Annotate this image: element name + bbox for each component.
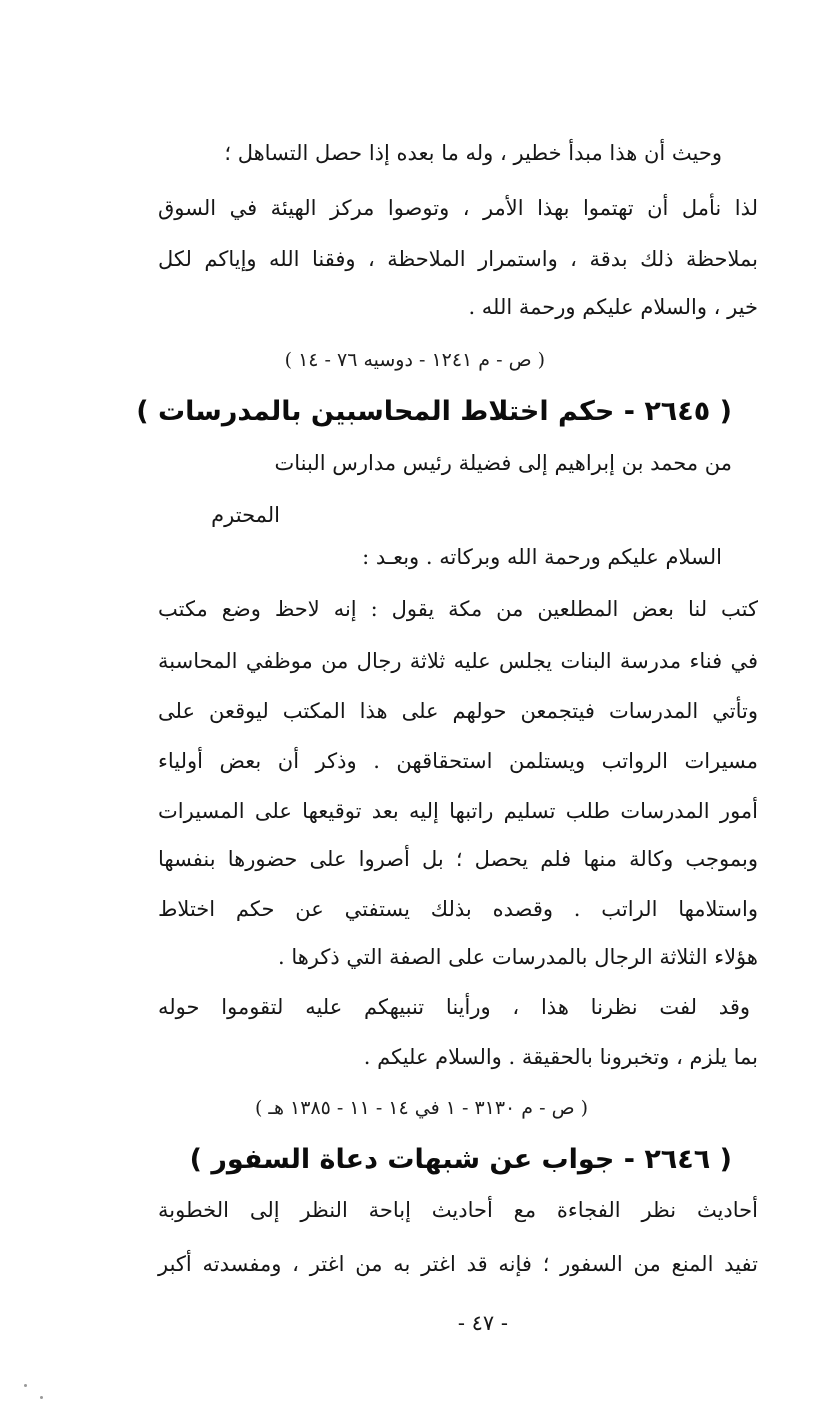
- body-line: خير ، والسلام عليكم ورحمة الله .: [468, 295, 758, 319]
- body-line: مسيرات الرواتب ويستلمن استحقاقهن . وذكر أن بعض أولياء: [158, 749, 758, 773]
- body-line: واستلامها الراتب . وقصده بذلك يستفتي عن حكم اختلاط: [158, 897, 758, 921]
- section-heading: ( ٢٦٤٥ - حكم اختلاط المحاسبين بالمدرسات ): [136, 396, 732, 427]
- body-line: لذا نأمل أن تهتموا بهذا الأمر ، وتوصوا مركز الهيئة في السوق: [158, 196, 758, 220]
- page-number: - ٤٧ -: [457, 1311, 508, 1335]
- addressee-line: من محمد بن إبراهيم إلى فضيلة رئيس مدارس البنات: [274, 451, 732, 475]
- body-line: وبموجب وكالة منها فلم يحصل ؛ بل أصروا على حضورها بنفسها: [158, 847, 758, 871]
- reference-note: ( ص - م ١٢٤١ - دوسيه ٧٦ - ١٤ ): [284, 349, 545, 371]
- body-line: بما يلزم ، وتخبرونا بالحقيقة . والسلام عليكم .: [363, 1045, 758, 1069]
- body-line: وتأتي المدرسات فيتجمعن حولهم على هذا المكتب ليوقعن على: [158, 699, 758, 723]
- reference-note: ( ص - م ٣١٣٠ - ١ في ١٤ - ١١ - ١٣٨٥ هـ ): [254, 1097, 588, 1119]
- body-line: بملاحظة ذلك بدقة ، واستمرار الملاحظة ، وفقنا الله وإياكم لكل: [158, 247, 758, 271]
- body-line: في فناء مدرسة البنات يجلس عليه ثلاثة رجال من موظفي المحاسبة: [158, 649, 758, 673]
- body-line: تفيد المنع من السفور ؛ فإنه قد اغتر به من اغتر ، ومفسدته أكبر: [158, 1252, 758, 1276]
- body-line: كتب لنا بعض المطلعين من مكة يقول : إنه لاحظ وضع مكتب: [158, 597, 758, 621]
- honorific-line: المحترم: [211, 503, 280, 527]
- body-line: هؤلاء الثلاثة الرجال بالمدرسات على الصفة التي ذكرها .: [277, 945, 758, 969]
- scan-speck: [24, 1384, 27, 1387]
- body-line: أحاديث نظر الفجاءة مع أحاديث إباحة النظر إلى الخطوبة: [158, 1198, 758, 1222]
- body-line: وقد لفت نظرنا هذا ، ورأينا تنبيهكم عليه لتقوموا حوله: [158, 995, 750, 1019]
- section-heading: ( ٢٦٤٦ - جواب عن شبهات دعاة السفور ): [189, 1144, 732, 1175]
- greeting-line: السلام عليكم ورحمة الله وبركاته . وبعـد :: [362, 545, 722, 569]
- scan-speck: [40, 1396, 43, 1399]
- body-line: أمور المدرسات طلب تسليم راتبها إليه بعد توقيعها على المسيرات: [158, 799, 758, 823]
- body-line: وحيث أن هذا مبدأ خطير ، وله ما بعده إذا حصل التساهل ؛: [224, 141, 722, 165]
